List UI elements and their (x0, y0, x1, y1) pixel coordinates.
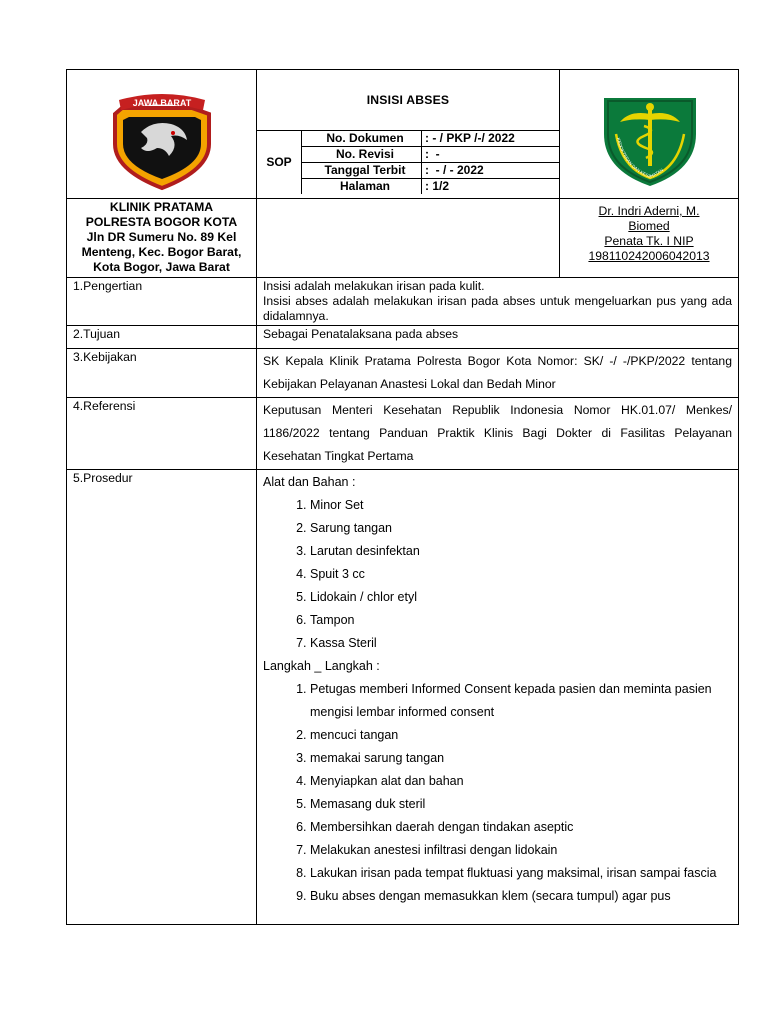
pengertian-line2: Insisi abses adalah melakukan irisan pada abses untuk mengeluarkan pus yang ada didalamnya. (263, 294, 732, 323)
list-item: 4. Spuit 3 cc (310, 563, 732, 586)
alat-list (263, 494, 732, 655)
empty-center-cell (257, 199, 560, 278)
clinic-name-line2: POLRESTA BOGOR KOTA (85, 215, 238, 229)
title-cell (257, 70, 560, 199)
clinic-address-line2: Menteng, Kec. Bogor Barat, (81, 245, 242, 259)
left-logo-cell (67, 70, 257, 199)
page-title: INSISI ABSES (257, 70, 559, 131)
section-content-prosedur (257, 470, 739, 925)
section-label-pengertian: 1.Pengertian (67, 278, 257, 326)
signer-name-line1: Dr. Indri Aderni, M. (598, 204, 700, 218)
left-logo-banner-text: JAWA BARAT (132, 98, 192, 108)
doc-info-key: Halaman (302, 179, 422, 194)
list-item: 1. Minor Set (310, 494, 732, 517)
doc-info-value: : - (425, 147, 440, 161)
sop-info-row (257, 131, 559, 194)
clinic-address-line1: Jln DR Sumeru No. 89 Kel (86, 230, 237, 244)
doc-info-value: : - / PKP /-/ 2022 (425, 131, 515, 145)
sop-label: SOP (257, 131, 302, 194)
doc-info-key: No. Revisi (302, 147, 422, 162)
section-content-tujuan: Sebagai Penatalaksana pada abses (257, 326, 739, 349)
section-content-pengertian (257, 278, 739, 326)
section-label-kebijakan: 3.Kebijakan (67, 349, 257, 398)
doc-info-key: Tanggal Terbit (302, 163, 422, 178)
right-logo-cell (560, 70, 739, 199)
langkah-heading: Langkah _ Langkah : (263, 659, 380, 673)
list-item: 6. Tampon (310, 609, 732, 632)
clinic-name-line1: KLINIK PRATAMA (109, 200, 214, 214)
list-item: 2. mencuci tangan (310, 724, 732, 747)
list-item: 3. Larutan desinfektan (310, 540, 732, 563)
medical-caduceus-shield-logo-icon (560, 70, 739, 194)
doc-info-row (302, 131, 559, 147)
right-logo-ring-text: KEDOKTERAN DAN KESEHATAN (615, 137, 665, 180)
list-item: 9. Buku abses dengan memasukkan klem (secara tumpul) agar pus (310, 885, 732, 908)
section-content-kebijakan: SK Kepala Klinik Pratama Polresta Bogor Kota Nomor: SK/ -/ -/PKP/2022 tentang Kebijakan Pelayanan Anastesi Lokal dan Bedah Minor (257, 349, 739, 398)
clinic-info-cell (67, 199, 257, 278)
doc-info-row (302, 147, 559, 163)
doc-info-value: : - / - 2022 (425, 163, 484, 177)
sop-document (66, 69, 738, 925)
pengertian-line1: Insisi adalah melakukan irisan pada kulit. (263, 279, 485, 293)
list-item: 4. Menyiapkan alat dan bahan (310, 770, 732, 793)
signer-nip: 198110242006042013 (588, 249, 710, 263)
list-item: 7. Kassa Steril (310, 632, 732, 655)
doc-info-key: No. Dokumen (302, 131, 422, 146)
doc-info-row (302, 163, 559, 179)
doc-info-value: : 1/2 (425, 179, 450, 193)
section-label-referensi: 4.Referensi (67, 398, 257, 470)
document-info-grid (302, 131, 559, 194)
list-item: 5. Memasang duk steril (310, 793, 732, 816)
doc-info-row (302, 179, 559, 194)
list-item: 1. Petugas memberi Informed Consent kepada pasien dan meminta pasien mengisi lembar informed consent (310, 678, 732, 724)
langkah-list (263, 678, 732, 908)
list-item: 8. Lakukan irisan pada tempat fluktuasi yang maksimal, irisan sampai fascia (310, 862, 732, 885)
alat-heading: Alat dan Bahan : (263, 475, 356, 489)
section-label-tujuan: 2.Tujuan (67, 326, 257, 349)
section-content-referensi: Keputusan Menteri Kesehatan Republik Indonesia Nomor HK.01.07/ Menkes/ 1186/2022 tentang Panduan Praktik Klinis Bagi Dokter di Fasilitas Pelayanan Kesehatan Tingkat Pertama (257, 398, 739, 470)
signer-name-line2: Biomed (628, 219, 670, 233)
police-shield-logo-icon (67, 70, 257, 194)
clinic-address-line3: Kota Bogor, Jawa Barat (93, 260, 230, 274)
section-label-prosedur: 5.Prosedur (67, 470, 257, 925)
signer-rank: Penata Tk. I NIP (604, 234, 694, 248)
list-item: 5. Lidokain / chlor etyl (310, 586, 732, 609)
list-item: 2. Sarung tangan (310, 517, 732, 540)
sop-table (66, 69, 739, 925)
list-item: 3. memakai sarung tangan (310, 747, 732, 770)
list-item: 6. Membersihkan daerah dengan tindakan aseptic (310, 816, 732, 839)
list-item: 7. Melakukan anestesi infiltrasi dengan lidokain (310, 839, 732, 862)
signer-cell (560, 199, 739, 278)
